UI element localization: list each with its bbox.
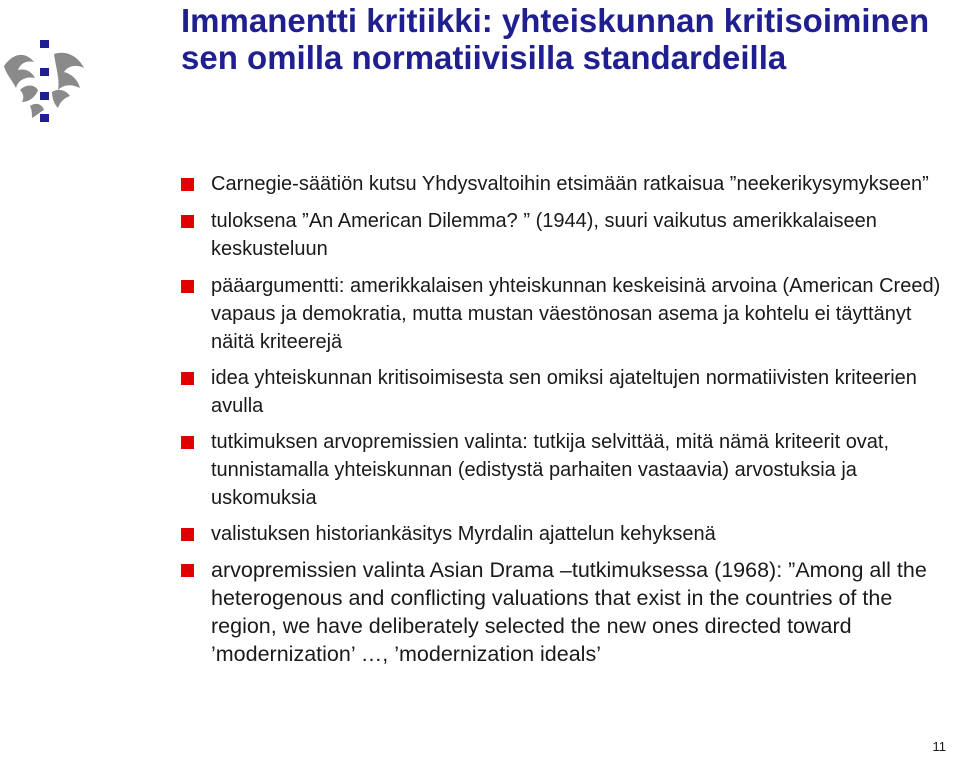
bullet-square-icon xyxy=(181,280,194,293)
bullet-item xyxy=(181,170,951,198)
university-logo xyxy=(2,40,86,124)
bullet-square-icon xyxy=(181,372,194,385)
bullet-text: tuloksena ”An American Dilemma? ” (1944), suuri vaikutus amerikkalaiseen keskusteluun xyxy=(211,210,877,260)
bullet-square-icon xyxy=(181,178,194,191)
slide-title: Immanentti kritiikki: yhteiskunnan kritisoiminen sen omilla normatiivisilla standardeilla xyxy=(181,2,930,76)
bullet-item xyxy=(181,364,951,420)
bullet-text: tutkimuksen arvopremissien valinta: tutkija selvittää, mitä nämä kriteerit ovat, tunnistamalla yhteiskunnan (edistystä parhaiten vastaavia) arvostuksia ja uskomuksia xyxy=(211,431,890,509)
bullet-text: idea yhteiskunnan kritisoimisesta sen omiksi ajateltujen normatiivisten kriteerien avulla xyxy=(211,367,917,417)
bullet-text: arvopremissien valinta Asian Drama –tutkimuksessa (1968): ”Among all the heterogenous and conflicting valuations that exist in the countries of the region, we have deliberately selected the new ones directed toward ’modernization’ …, ’modernization ideals’ xyxy=(211,558,927,666)
bullet-item xyxy=(181,556,951,668)
bullet-list xyxy=(181,170,951,674)
page-number: 11 xyxy=(932,739,946,754)
bullet-item xyxy=(181,428,951,512)
bullet-item xyxy=(181,272,951,356)
bullet-square-icon xyxy=(181,215,194,228)
bullet-item xyxy=(181,207,951,263)
bullet-item xyxy=(181,520,951,548)
bullet-text: Carnegie-säätiön kutsu Yhdysvaltoihin etsimään ratkaisua ”neekerikysymykseen” xyxy=(211,173,929,195)
bullet-text: valistuksen historiankäsitys Myrdalin ajattelun kehyksenä xyxy=(211,523,716,545)
helsinki-university-flame-logo-icon xyxy=(2,40,86,124)
bullet-text: pääargumentti: amerikkalaisen yhteiskunnan keskeisinä arvoina (American Creed) vapaus ja demokratia, mutta mustan väestönosan asema ja kohtelu ei täyttänyt näitä kriteerejä xyxy=(211,275,941,353)
bullet-square-icon xyxy=(181,564,194,577)
bullet-square-icon xyxy=(181,436,194,449)
bullet-square-icon xyxy=(181,528,194,541)
